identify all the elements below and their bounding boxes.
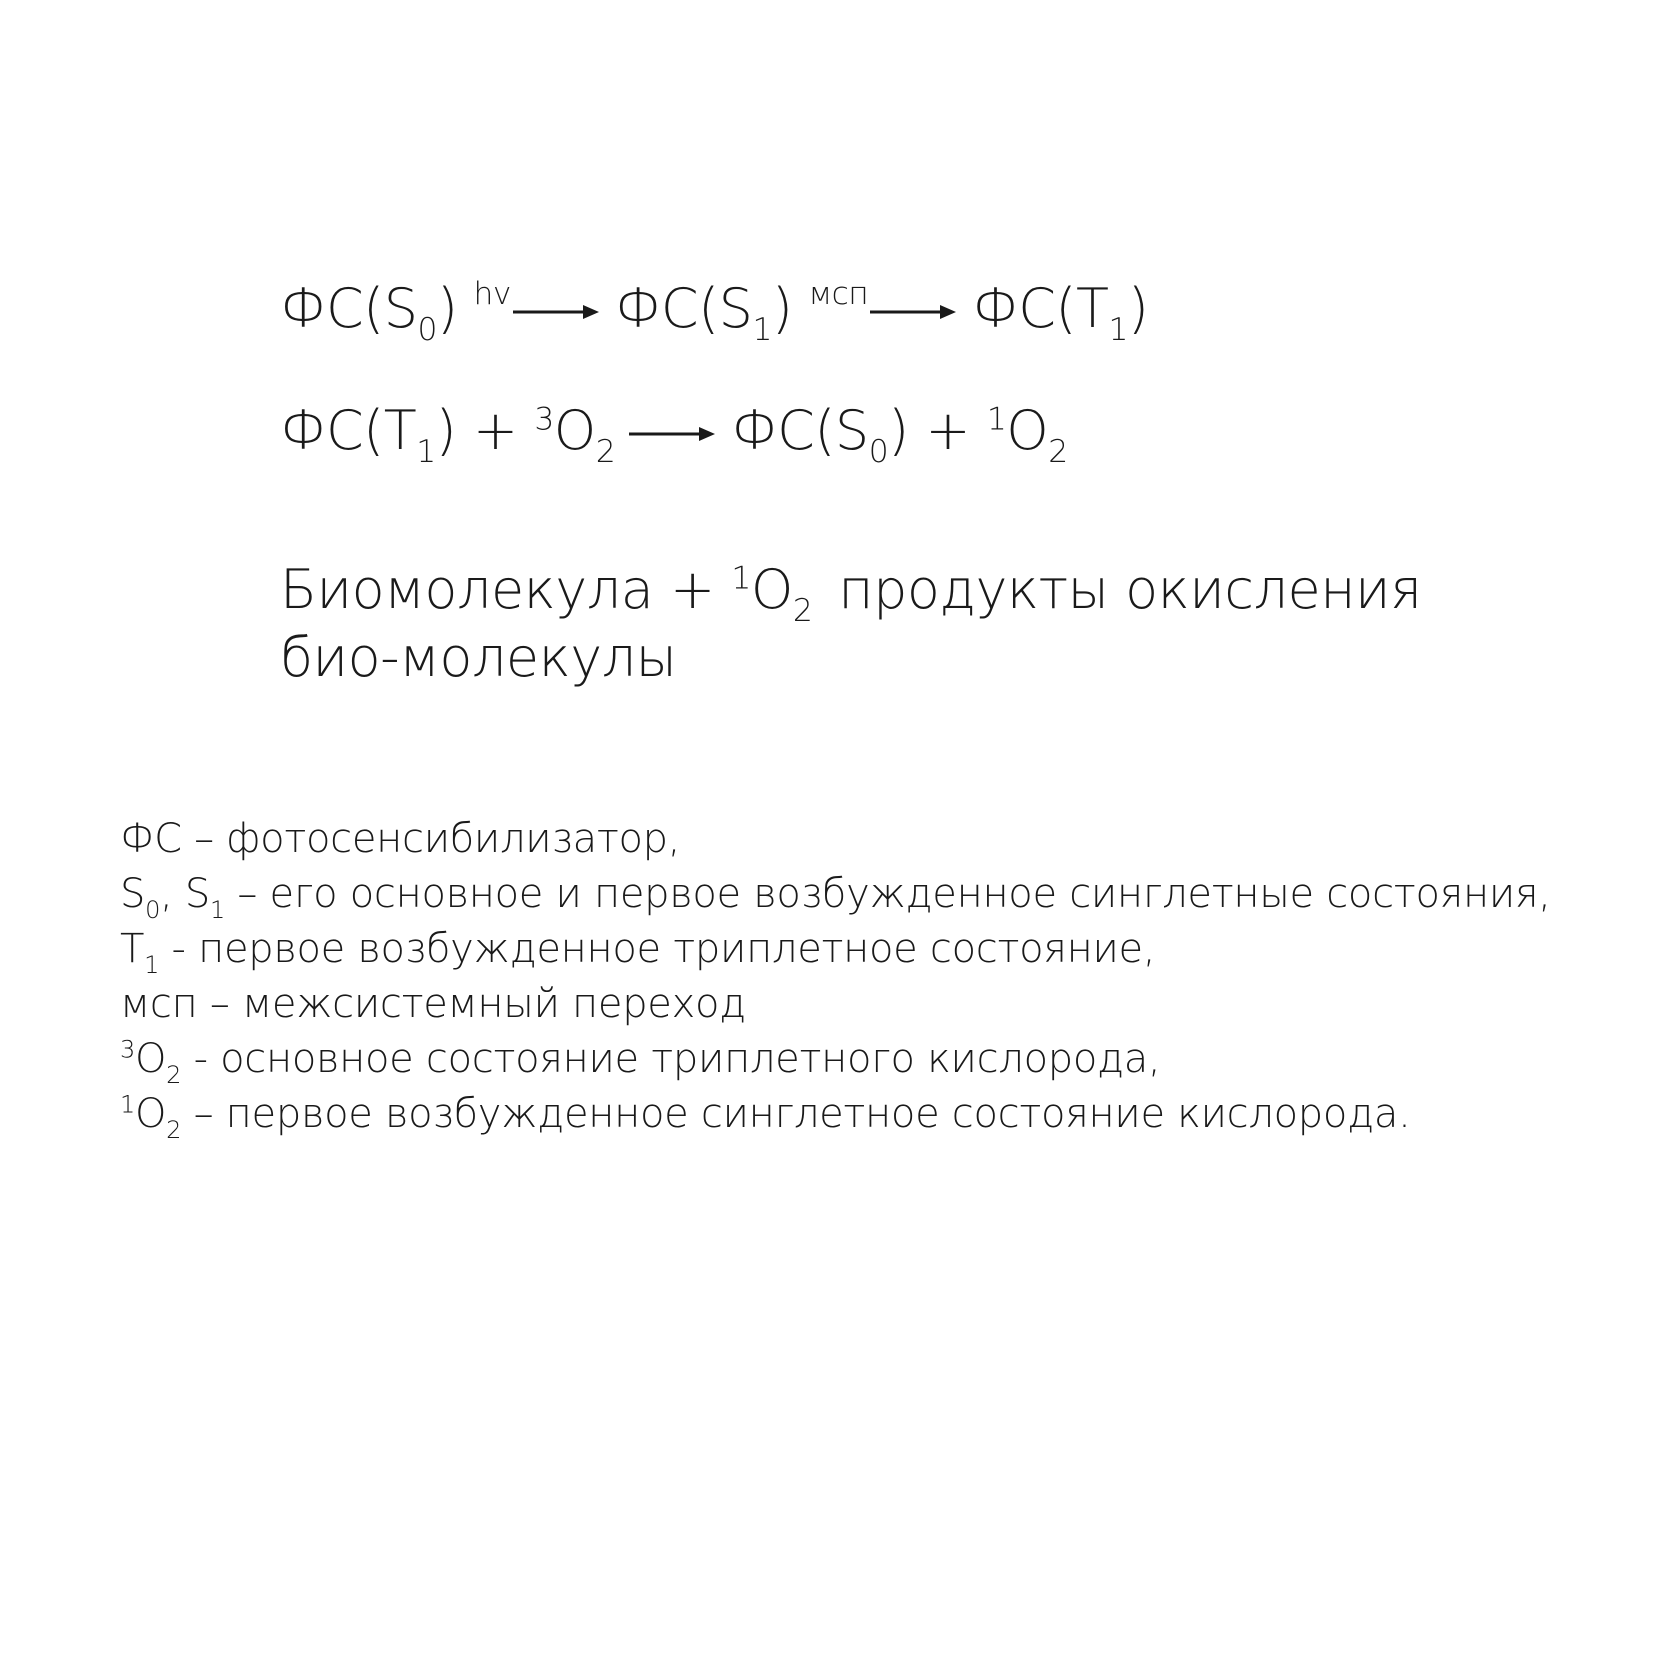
legend-text: мсп – межсистемный переход — [120, 981, 746, 1027]
eq2-term: ФС(S — [731, 399, 869, 462]
equation-oxidation — [280, 556, 1480, 692]
legend-subscript: 2 — [166, 1060, 182, 1089]
eq3-term: Биомолекула + — [280, 558, 732, 621]
equation-excitation — [280, 276, 1149, 349]
legend-text: – первое возбужденное синглетное состояние кислорода. — [181, 1091, 1411, 1137]
eq2-term: ) + — [435, 399, 535, 462]
eq3-subscript: 2 — [792, 593, 813, 630]
eq1-term: ФС(S — [280, 277, 418, 340]
eq1-term: ФС(T — [972, 277, 1109, 340]
eq2-subscript: 2 — [1048, 434, 1068, 471]
legend — [120, 812, 1620, 1142]
legend-text: - первое возбужденное триплетное состояние, — [159, 926, 1156, 972]
legend-row-msp — [120, 977, 1620, 1032]
legend-row-fs — [120, 812, 1620, 867]
eq2-subscript: 0 — [868, 434, 889, 471]
legend-text: O — [134, 1036, 167, 1082]
eq2-subscript: 2 — [595, 434, 616, 471]
legend-row-triplet — [120, 922, 1620, 977]
eq2-term: O — [553, 399, 596, 462]
legend-text: ФС – фотосенсибилизатор, — [120, 816, 681, 862]
right-arrow-icon — [629, 424, 715, 444]
legend-text: - основное состояние триплетного кислорода, — [181, 1036, 1161, 1082]
eq1-term: ) — [436, 277, 458, 340]
eq3-superscript: 1 — [731, 560, 751, 597]
eq2-superscript: 1 — [986, 401, 1007, 438]
eq1-subscript: 0 — [417, 312, 437, 349]
legend-subscript: 1 — [210, 895, 225, 924]
eq1-term: ) — [1127, 277, 1149, 340]
eq1-subscript: 1 — [752, 312, 772, 349]
legend-subscript: 2 — [166, 1115, 182, 1144]
legend-superscript: 3 — [120, 1035, 135, 1064]
legend-row-singlet-oxygen — [120, 1087, 1620, 1142]
eq1-term: ) — [771, 277, 793, 340]
legend-subscript: 1 — [144, 950, 160, 979]
legend-superscript: 1 — [120, 1090, 135, 1119]
equation-energy-transfer — [280, 399, 1068, 471]
eq2-term: ) + — [888, 399, 987, 462]
legend-text: S — [120, 871, 146, 917]
eq1-term: ФС(S — [614, 277, 753, 340]
eq1-subscript: 1 — [1108, 312, 1128, 349]
legend-row-singlet — [120, 867, 1620, 922]
legend-text: T — [120, 926, 145, 972]
legend-text: , S — [160, 871, 210, 917]
arrow-label-msp: мсп — [808, 276, 869, 313]
legend-subscript: 0 — [145, 895, 161, 924]
legend-text: – его основное и первое возбужденное синглетные состояния, — [224, 871, 1551, 917]
eq3-term: O — [750, 558, 793, 621]
legend-text: O — [134, 1091, 167, 1137]
arrow-label-hv: hv — [473, 276, 511, 313]
right-arrow-icon — [870, 302, 956, 322]
eq2-superscript: 3 — [534, 401, 554, 438]
eq2-subscript: 1 — [416, 434, 436, 471]
eq3-products: продукты окисления био-молекулы — [280, 558, 1422, 689]
right-arrow-icon — [513, 302, 599, 322]
eq2-term: O — [1006, 399, 1049, 462]
eq2-term: ФС(T — [280, 399, 417, 462]
legend-row-triplet-oxygen — [120, 1032, 1620, 1087]
